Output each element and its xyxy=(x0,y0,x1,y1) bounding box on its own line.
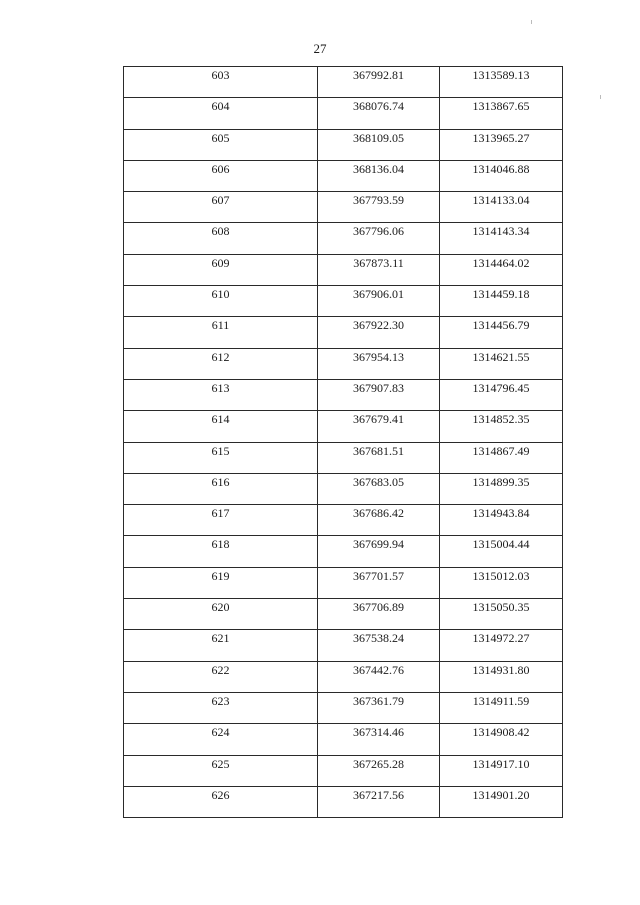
x-coordinate-cell xyxy=(318,192,440,223)
table-row xyxy=(124,505,563,536)
table-row xyxy=(124,599,563,630)
x-coordinate-cell xyxy=(318,599,440,630)
y-coordinate-cell xyxy=(440,160,563,191)
y-coordinate-cell xyxy=(440,67,563,98)
y-coordinate-cell-text: 1314867.49 xyxy=(472,443,530,458)
x-coordinate-cell-text: 367538.24 xyxy=(353,631,404,646)
point-number-cell xyxy=(124,254,318,285)
point-number-cell-text: 605 xyxy=(211,130,230,145)
point-number-cell-text: 616 xyxy=(211,474,230,489)
table-row xyxy=(124,348,563,379)
table-row xyxy=(124,254,563,285)
point-number-cell-text: 614 xyxy=(211,412,230,427)
x-coordinate-cell xyxy=(318,98,440,129)
y-coordinate-cell xyxy=(440,442,563,473)
point-number-cell-text: 604 xyxy=(211,99,230,114)
point-number-cell xyxy=(124,317,318,348)
table-row xyxy=(124,442,563,473)
table-row xyxy=(124,129,563,160)
x-coordinate-cell xyxy=(318,536,440,567)
x-coordinate-cell xyxy=(318,505,440,536)
point-number-cell xyxy=(124,98,318,129)
y-coordinate-cell xyxy=(440,317,563,348)
y-coordinate-cell-text: 1314796.45 xyxy=(472,380,530,395)
x-coordinate-cell-text: 367796.06 xyxy=(353,224,404,239)
x-coordinate-cell-text: 367265.28 xyxy=(353,756,404,771)
y-coordinate-cell-text: 1315012.03 xyxy=(472,568,530,583)
x-coordinate-cell-text: 367793.59 xyxy=(353,193,404,208)
point-number-cell xyxy=(124,692,318,723)
y-coordinate-cell xyxy=(440,567,563,598)
y-coordinate-cell-text: 1314459.18 xyxy=(472,287,530,302)
x-coordinate-cell xyxy=(318,567,440,598)
x-coordinate-cell-text: 367683.05 xyxy=(353,474,404,489)
point-number-cell-text: 609 xyxy=(211,255,230,270)
y-coordinate-cell-text: 1313965.27 xyxy=(472,130,530,145)
x-coordinate-cell xyxy=(318,724,440,755)
x-coordinate-cell xyxy=(318,661,440,692)
y-coordinate-cell-text: 1313867.65 xyxy=(472,99,530,114)
y-coordinate-cell xyxy=(440,98,563,129)
y-coordinate-cell xyxy=(440,223,563,254)
x-coordinate-cell-text: 367686.42 xyxy=(353,506,404,521)
point-number-cell xyxy=(124,129,318,160)
point-number-cell-text: 617 xyxy=(211,506,230,521)
y-coordinate-cell xyxy=(440,192,563,223)
point-number-cell xyxy=(124,567,318,598)
table-row xyxy=(124,661,563,692)
table-row xyxy=(124,786,563,817)
y-coordinate-cell-text: 1315004.44 xyxy=(472,537,530,552)
point-number-cell xyxy=(124,67,318,98)
x-coordinate-cell xyxy=(318,348,440,379)
y-coordinate-cell-text: 1314143.34 xyxy=(472,224,530,239)
table-row xyxy=(124,98,563,129)
x-coordinate-cell-text: 367706.89 xyxy=(353,600,404,615)
coordinates-table xyxy=(123,66,563,818)
table-row xyxy=(124,379,563,410)
x-coordinate-cell-text: 367681.51 xyxy=(353,443,404,458)
point-number-cell-text: 612 xyxy=(211,349,230,364)
point-number-cell-text: 622 xyxy=(211,662,230,677)
x-coordinate-cell-text: 368109.05 xyxy=(353,130,404,145)
point-number-cell xyxy=(124,630,318,661)
y-coordinate-cell-text: 1314456.79 xyxy=(472,318,530,333)
y-coordinate-cell xyxy=(440,599,563,630)
table-row xyxy=(124,317,563,348)
table-row xyxy=(124,724,563,755)
point-number-cell xyxy=(124,411,318,442)
y-coordinate-cell xyxy=(440,724,563,755)
x-coordinate-cell-text: 367361.79 xyxy=(353,693,404,708)
y-coordinate-cell-text: 1314901.20 xyxy=(472,787,530,802)
x-coordinate-cell-text: 367442.76 xyxy=(353,662,404,677)
x-coordinate-cell-text: 367906.01 xyxy=(353,287,404,302)
y-coordinate-cell xyxy=(440,786,563,817)
point-number-cell-text: 613 xyxy=(211,380,230,395)
y-coordinate-cell xyxy=(440,254,563,285)
y-coordinate-cell xyxy=(440,129,563,160)
point-number-cell xyxy=(124,348,318,379)
y-coordinate-cell-text: 1314046.88 xyxy=(472,161,530,176)
scan-mark xyxy=(531,20,532,24)
point-number-cell xyxy=(124,599,318,630)
y-coordinate-cell xyxy=(440,661,563,692)
table-row xyxy=(124,286,563,317)
y-coordinate-cell xyxy=(440,473,563,504)
x-coordinate-cell xyxy=(318,379,440,410)
x-coordinate-cell xyxy=(318,67,440,98)
point-number-cell-text: 626 xyxy=(211,787,230,802)
point-number-cell xyxy=(124,192,318,223)
y-coordinate-cell-text: 1314911.59 xyxy=(472,693,530,708)
point-number-cell xyxy=(124,505,318,536)
x-coordinate-cell xyxy=(318,473,440,504)
point-number-cell xyxy=(124,442,318,473)
table-row xyxy=(124,755,563,786)
y-coordinate-cell xyxy=(440,536,563,567)
point-number-cell-text: 610 xyxy=(211,287,230,302)
x-coordinate-cell-text: 368076.74 xyxy=(353,99,404,114)
x-coordinate-cell xyxy=(318,755,440,786)
x-coordinate-cell-text: 367954.13 xyxy=(353,349,404,364)
x-coordinate-cell-text: 367907.83 xyxy=(353,380,404,395)
table-row xyxy=(124,473,563,504)
y-coordinate-cell xyxy=(440,692,563,723)
point-number-cell-text: 618 xyxy=(211,537,230,552)
x-coordinate-cell xyxy=(318,223,440,254)
table-row xyxy=(124,536,563,567)
point-number-cell-text: 606 xyxy=(211,161,230,176)
x-coordinate-cell-text: 367679.41 xyxy=(353,412,404,427)
point-number-cell-text: 608 xyxy=(211,224,230,239)
y-coordinate-cell-text: 1313589.13 xyxy=(472,68,530,82)
point-number-cell xyxy=(124,379,318,410)
page-number: 27 xyxy=(313,41,327,56)
x-coordinate-cell-text: 367873.11 xyxy=(353,255,404,270)
point-number-cell-text: 621 xyxy=(211,631,230,646)
y-coordinate-cell-text: 1314931.80 xyxy=(472,662,530,677)
point-number-cell xyxy=(124,661,318,692)
point-number-cell-text: 607 xyxy=(211,193,230,208)
point-number-cell xyxy=(124,473,318,504)
x-coordinate-cell-text: 367699.94 xyxy=(353,537,404,552)
x-coordinate-cell xyxy=(318,160,440,191)
point-number-cell-text: 623 xyxy=(211,693,230,708)
table-row xyxy=(124,630,563,661)
x-coordinate-cell xyxy=(318,411,440,442)
y-coordinate-cell-text: 1314908.42 xyxy=(472,725,530,740)
x-coordinate-cell-text: 367992.81 xyxy=(353,68,404,82)
x-coordinate-cell xyxy=(318,692,440,723)
x-coordinate-cell-text: 367314.46 xyxy=(353,725,404,740)
y-coordinate-cell xyxy=(440,379,563,410)
point-number-cell-text: 611 xyxy=(211,318,230,333)
x-coordinate-cell xyxy=(318,254,440,285)
point-number-cell xyxy=(124,536,318,567)
table-row xyxy=(124,692,563,723)
y-coordinate-cell-text: 1314464.02 xyxy=(472,255,530,270)
x-coordinate-cell-text: 368136.04 xyxy=(353,161,404,176)
y-coordinate-cell xyxy=(440,348,563,379)
point-number-cell-text: 625 xyxy=(211,756,230,771)
coordinates-table-body xyxy=(124,67,563,818)
y-coordinate-cell-text: 1314899.35 xyxy=(472,474,530,489)
y-coordinate-cell-text: 1314917.10 xyxy=(472,756,530,771)
x-coordinate-cell xyxy=(318,129,440,160)
table-row xyxy=(124,67,563,98)
table-row xyxy=(124,567,563,598)
x-coordinate-cell-text: 367217.56 xyxy=(353,787,404,802)
y-coordinate-cell xyxy=(440,755,563,786)
y-coordinate-cell xyxy=(440,286,563,317)
point-number-cell xyxy=(124,286,318,317)
y-coordinate-cell xyxy=(440,630,563,661)
x-coordinate-cell xyxy=(318,317,440,348)
x-coordinate-cell xyxy=(318,786,440,817)
point-number-cell-text: 624 xyxy=(211,725,230,740)
point-number-cell xyxy=(124,755,318,786)
x-coordinate-cell xyxy=(318,442,440,473)
scan-mark xyxy=(600,95,601,99)
point-number-cell-text: 619 xyxy=(211,568,230,583)
point-number-cell xyxy=(124,160,318,191)
y-coordinate-cell-text: 1315050.35 xyxy=(472,600,530,615)
table-row xyxy=(124,160,563,191)
y-coordinate-cell-text: 1314621.55 xyxy=(472,349,530,364)
x-coordinate-cell-text: 367701.57 xyxy=(353,568,404,583)
point-number-cell-text: 615 xyxy=(211,443,230,458)
point-number-cell-text: 603 xyxy=(211,68,230,82)
y-coordinate-cell xyxy=(440,411,563,442)
y-coordinate-cell-text: 1314972.27 xyxy=(472,631,530,646)
x-coordinate-cell-text: 367922.30 xyxy=(353,318,404,333)
point-number-cell xyxy=(124,724,318,755)
point-number-cell-text: 620 xyxy=(211,600,230,615)
y-coordinate-cell-text: 1314943.84 xyxy=(472,506,530,521)
table-row xyxy=(124,411,563,442)
point-number-cell xyxy=(124,786,318,817)
x-coordinate-cell xyxy=(318,630,440,661)
y-coordinate-cell xyxy=(440,505,563,536)
y-coordinate-cell-text: 1314852.35 xyxy=(472,412,530,427)
y-coordinate-cell-text: 1314133.04 xyxy=(472,193,530,208)
point-number-cell xyxy=(124,223,318,254)
table-row xyxy=(124,192,563,223)
table-row xyxy=(124,223,563,254)
x-coordinate-cell xyxy=(318,286,440,317)
